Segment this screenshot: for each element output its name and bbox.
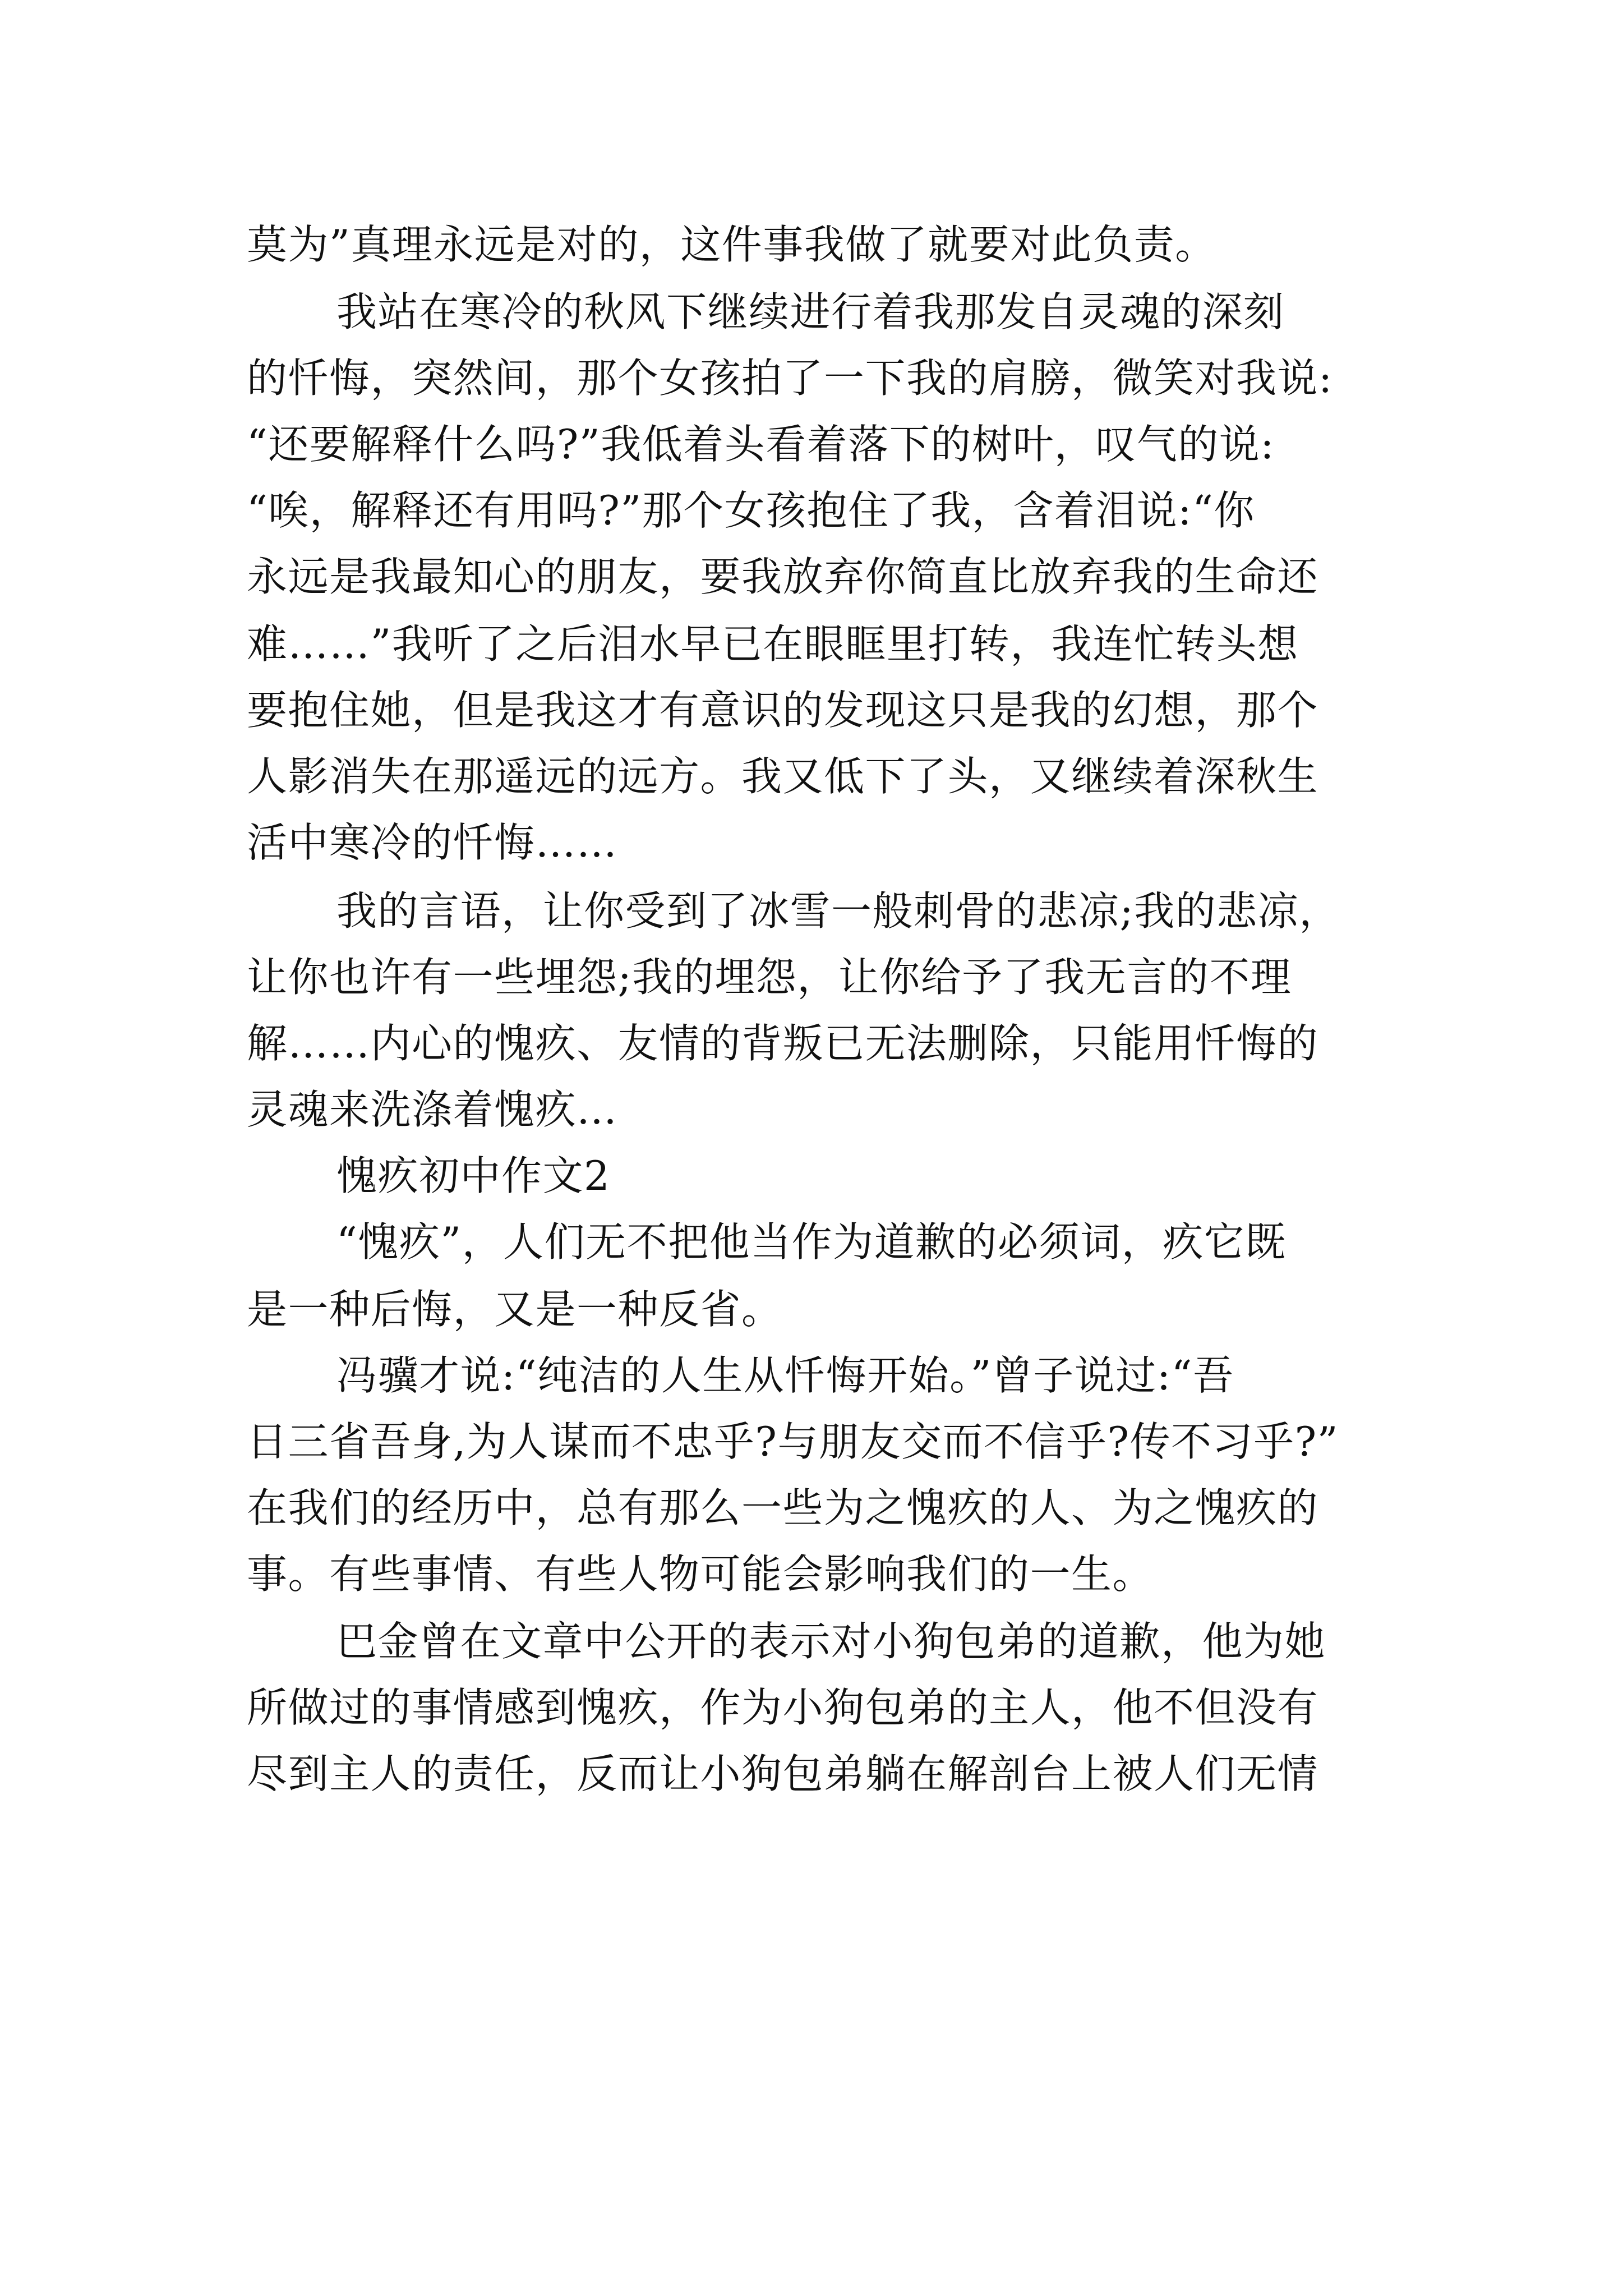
text-line: 事。有些事情、有些人物可能会影响我们的一生。 [247, 1550, 1154, 1598]
text-line: 日三省吾身,为人谋而不忠乎?与朋友交而不信乎?传不习乎?” [247, 1418, 1339, 1465]
text-line: 的忏悔，突然间，那个女孩拍了一下我的肩膀，微笑对我说: [247, 355, 1333, 402]
paragraph-start-line: 冯骥才说:“纯洁的人生从忏悔开始。”曾子说过:“吾 [336, 1352, 1234, 1399]
paragraph-start-line: “愧疚”，人们无不把他当作为道歉的必须词，疚它既 [336, 1218, 1287, 1266]
text-line: 在我们的经历中，总有那么一些为之愧疚的人、为之愧疚的 [247, 1484, 1319, 1531]
text-line: 莫为”真理永远是对的，这件事我做了就要对此负责。 [247, 221, 1216, 268]
section-heading: 愧疚初中作文2 [336, 1152, 611, 1199]
text-line: “唉，解释还有用吗?”那个女孩抱住了我，含着泪说:“你 [247, 487, 1255, 534]
text-line: 要抱住她，但是我这才有意识的发现这只是我的幻想，那个 [247, 687, 1319, 734]
paragraph-start-line: 巴金曾在文章中公开的表示对小狗包弟的道歉，他为她 [336, 1618, 1326, 1665]
text-line: 人影消失在那遥远的远方。我又低下了头，又继续着深秋生 [247, 753, 1319, 800]
text-line: 让你也许有一些埋怨;我的埋怨，让你给予了我无言的不理 [247, 954, 1292, 1001]
text-line: 是一种后悔，又是一种反省。 [247, 1286, 783, 1333]
text-line: 尽到主人的责任，反而让小狗包弟躺在解剖台上被人们无情 [247, 1750, 1319, 1797]
paragraph-start-line: 我站在寒冷的秋风下继续进行着我那发自灵魂的深刻 [336, 288, 1285, 335]
text-line: 解……内心的愧疚、友情的背叛已无法删除，只能用忏悔的 [247, 1020, 1319, 1067]
text-line: 灵魂来洗涤着愧疚… [247, 1086, 618, 1133]
text-line: 所做过的事情感到愧疚，作为小狗包弟的主人，他不但没有 [247, 1684, 1319, 1731]
text-line: “还要解释什么吗?”我低着头看着落下的树叶，叹气的说: [247, 421, 1275, 468]
text-line: 永远是我最知心的朋友，要我放弃你简直比放弃我的生命还 [247, 553, 1319, 600]
paragraph-start-line: 我的言语，让你受到了冰雪一般刺骨的悲凉;我的悲凉， [336, 887, 1340, 935]
text-line: 难……”我听了之后泪水早已在眼眶里打转，我连忙转头想 [247, 620, 1299, 668]
text-line: 活中寒冷的忏悔…… [247, 819, 618, 866]
